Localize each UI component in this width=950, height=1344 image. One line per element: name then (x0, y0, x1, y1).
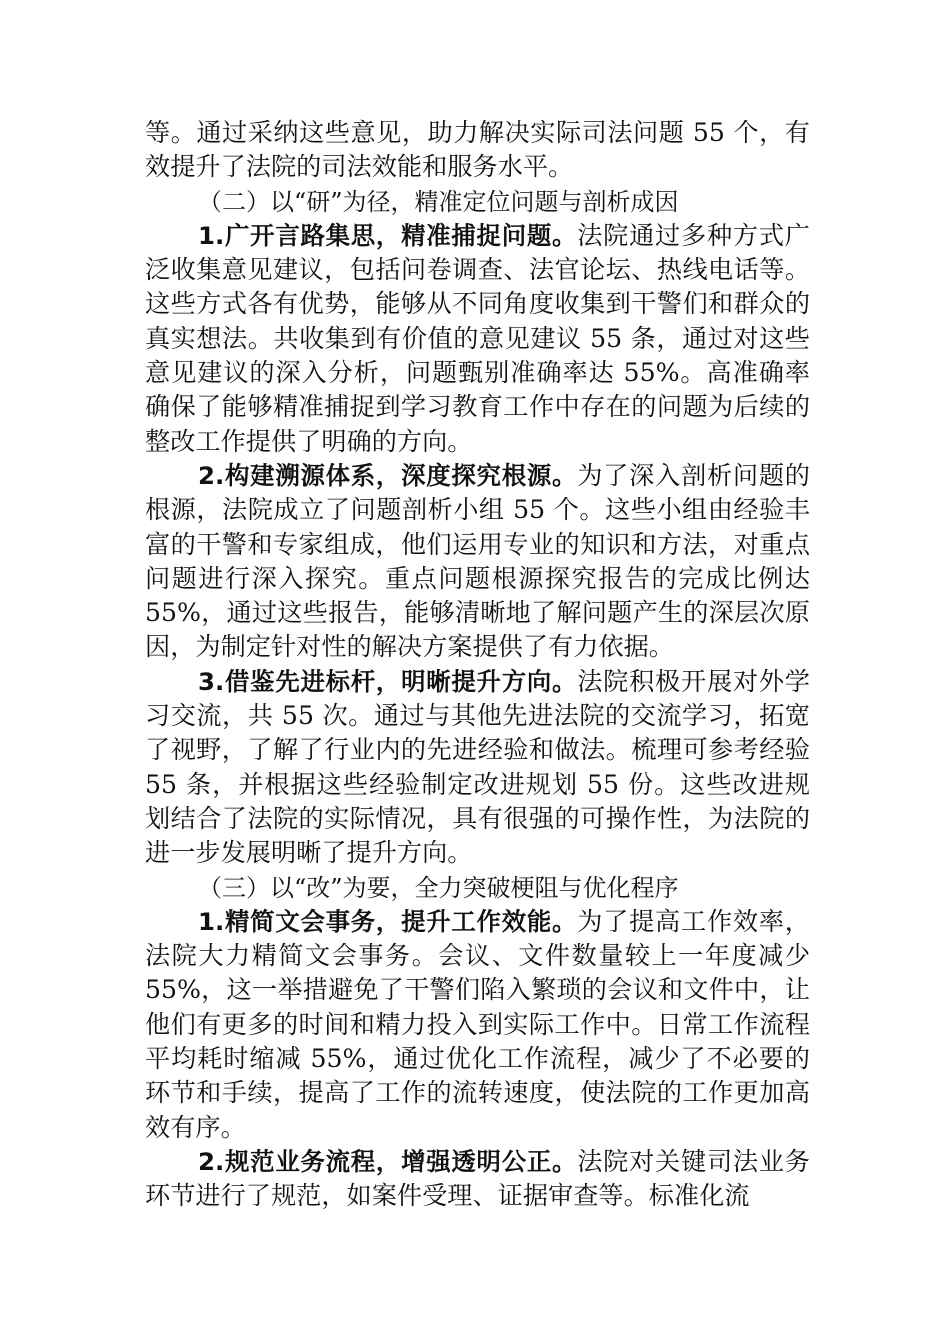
section-3-item-1-lead: 1.精简文会事务，提升工作效能。 (198, 906, 578, 936)
section-3-item-2-body: 法院对关键司法业务环节进行了规范，如案件受理、证据审查等。标准化流 (145, 1146, 810, 1211)
section-2-item-2-lead: 2.构建溯源体系，深度探究根源。 (198, 460, 578, 490)
section-2-item-1 (145, 219, 810, 459)
section-2-item-3-body: 法院积极开展对外学习交流，共 55 次。通过与其他先进法院的交流学习，拓宽了视野，了解了行业内的先进经验和做法。梳理可参考经验 55 条，并根据这些经验制定改进规划 55 份。这些改进规划结合了法院的实际情况，具有很强的可操作性，为法院的进一步发展明晰了提升方向。 (145, 666, 810, 868)
section-3-item-2-lead: 2.规范业务流程，增强透明公正。 (198, 1146, 578, 1176)
section-3-item-1 (145, 905, 810, 1145)
document-page (145, 116, 810, 1214)
section-2-item-1-body: 法院通过多种方式广泛收集意见建议，包括问卷调查、法官论坛、热线电话等。这些方式各有优势，能够从不同角度收集到干警们和群众的真实想法。共收集到有价值的意见建议 55 条，通过对这些意见建议的深入分析，问题甄别准确率达 55%。高准确率确保了能够精准捕捉到学习教育工作中存在的问题为后续的整改工作提供了明确的方向。 (145, 220, 810, 456)
section-3-heading: （三）以“改”为要，全力突破梗阻与优化程序 (198, 873, 679, 902)
section-2-item-2-body: 为了深入剖析问题的根源，法院成立了问题剖析小组 55 个。这些小组由经验丰富的干警和专家组成，他们运用专业的知识和方法，对重点问题进行深入探究。重点问题根源探究报告的完成比例达 55%，通过这些报告，能够清晰地了解问题产生的深层次原因，为制定针对性的解决方案提供了有力依据。 (145, 460, 810, 662)
section-2-item-2 (145, 459, 810, 665)
section-2-item-3 (145, 665, 810, 871)
continuation-paragraph: 等。通过采纳这些意见，助力解决实际司法问题 55 个，有效提升了法院的司法效能和服务水平。 (145, 118, 810, 182)
section-3-item-2 (145, 1145, 810, 1214)
section-2-item-1-lead: 1.广开言路集思，精准捕捉问题。 (198, 220, 578, 250)
section-2-heading: （二）以“研”为径，精准定位问题与剖析成因 (198, 187, 679, 216)
section-2-item-3-lead: 3.借鉴先进标杆，明晰提升方向。 (198, 666, 578, 696)
section-3-item-1-body: 为了提高工作效率，法院大力精简文会事务。会议、文件数量较上一年度减少 55%，这一举措避免了干警们陷入繁琐的会议和文件中，让他们有更多的时间和精力投入到实际工作中。日常工作流程平均耗时缩减 55%，通过优化工作流程，减少了不必要的环节和手续，提高了工作的流转速度，使法院的工作更加高效有序。 (145, 906, 810, 1142)
